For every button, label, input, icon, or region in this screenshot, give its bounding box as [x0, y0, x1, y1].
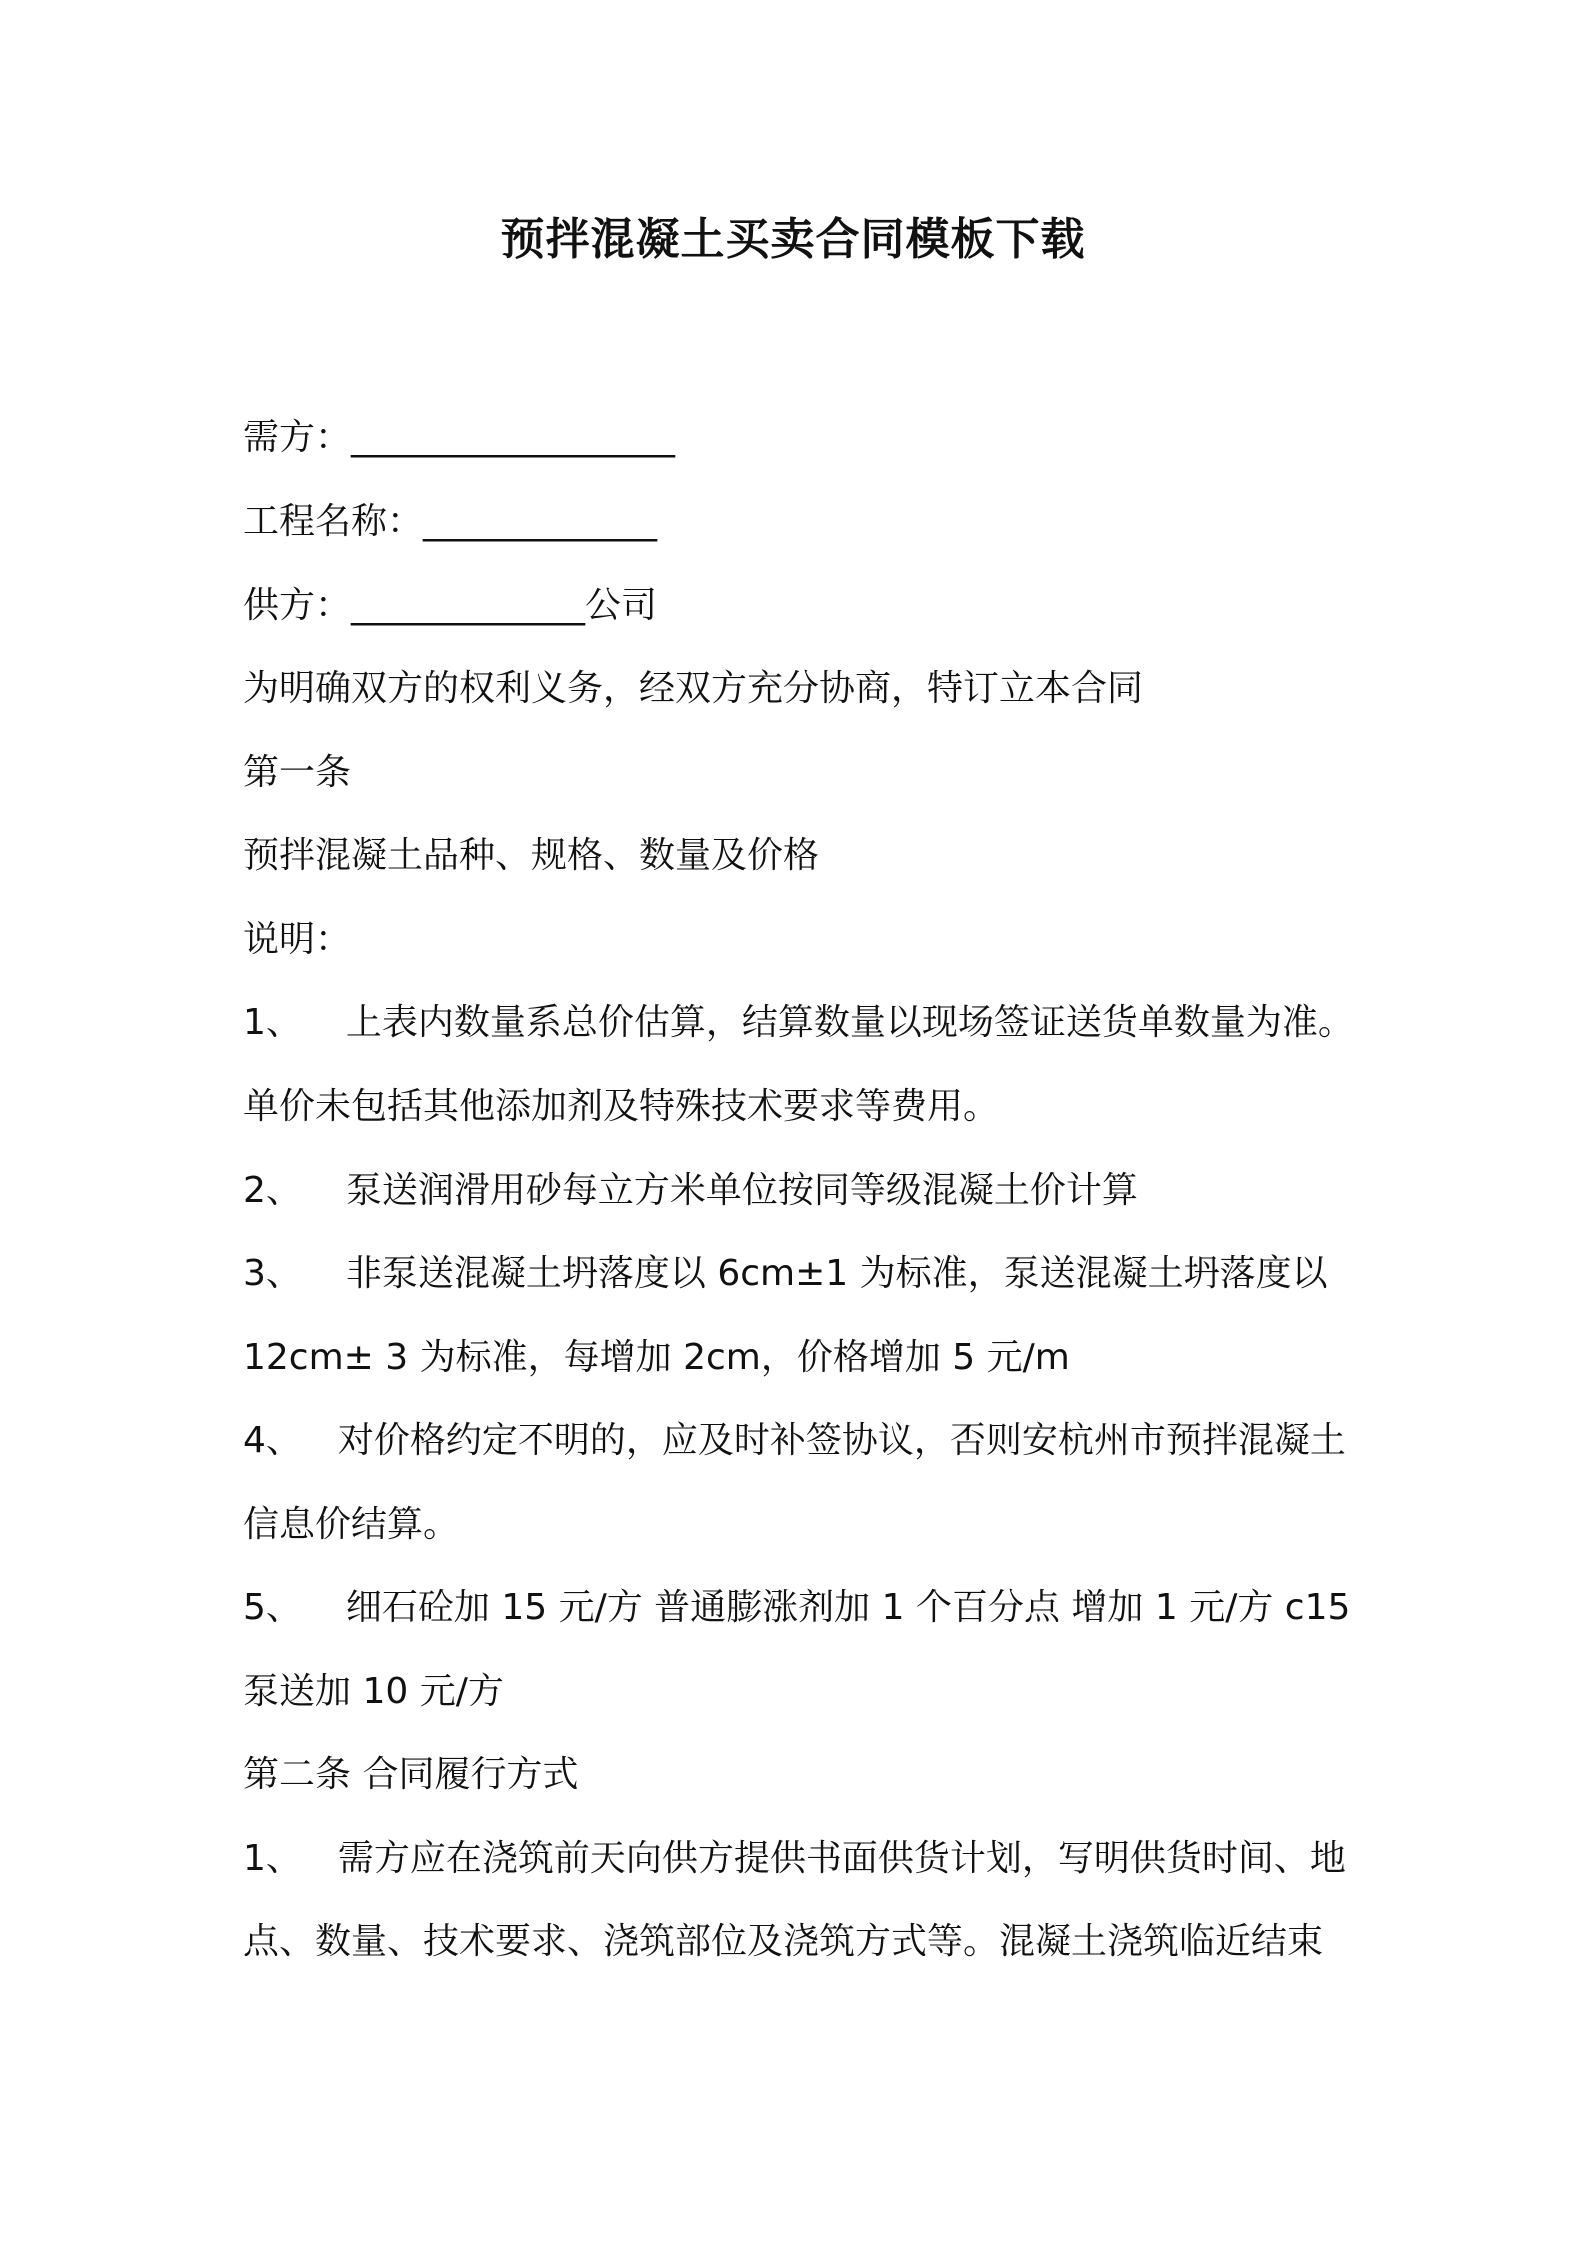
item-text: 需方应在浇筑前天向供方提供书面供货计划，写明供货时间、地 [337, 1838, 1346, 1879]
article1-item1-line2: 单价未包括其他添加剂及特殊技术要求等费用。 [243, 1086, 1000, 1127]
article2-item1-line1 [243, 1834, 1346, 1884]
item-text: 泵送润滑用砂每立方米单位按同等级混凝土价计算 [345, 1170, 1138, 1211]
item-text: 细石砼加 15 元/方 普通膨涨剂加 1 个百分点 增加 1 元/方 c15 [345, 1587, 1351, 1628]
article2-item1-line2: 点、数量、技术要求、浇筑部位及浇筑方式等。混凝土浇筑临近结束 [243, 1921, 1324, 1962]
article1-item4-line2: 信息价结算。 [243, 1504, 460, 1545]
item-number: 3、 [243, 1253, 302, 1294]
article1-item3-line2: 12cm± 3 为标准，每增加 2cm，价格增加 5 元/m [243, 1337, 1070, 1378]
buyer-field: 需方：__________________ [243, 417, 676, 458]
item-number: 1、 [243, 1838, 302, 1879]
article1-item2-line1 [243, 1166, 1138, 1216]
article1-note-label: 说明： [243, 919, 352, 960]
article1-item4-line1 [243, 1416, 1346, 1466]
intro-paragraph: 为明确双方的权利义务，经双方充分协商，特订立本合同 [243, 668, 1144, 709]
article1-heading: 第一条 [243, 752, 352, 793]
article1-item1-line1 [243, 998, 1354, 1048]
item-text: 上表内数量系总价估算，结算数量以现场签证送货单数量为准。 [345, 1002, 1354, 1043]
item-text: 非泵送混凝土坍落度以 6cm±1 为标准，泵送混凝土坍落度以 [345, 1253, 1328, 1294]
article1-subject: 预拌混凝土品种、规格、数量及价格 [243, 835, 820, 876]
project-name-field: 工程名称：_____________ [243, 501, 658, 542]
item-text: 对价格约定不明的，应及时补签协议，否则安杭州市预拌混凝土 [337, 1420, 1346, 1461]
item-number: 2、 [243, 1170, 302, 1211]
supplier-field: 供方：_____________公司 [243, 585, 658, 626]
article1-item5-line1 [243, 1583, 1350, 1633]
document-title: 预拌混凝土买卖合同模板下载 [500, 214, 1086, 265]
article2-heading: 第二条 合同履行方式 [243, 1754, 579, 1795]
article1-item3-line1 [243, 1249, 1328, 1299]
article1-item5-line2: 泵送加 10 元/方 [243, 1671, 504, 1712]
item-number: 4、 [243, 1420, 302, 1461]
item-number: 1、 [243, 1002, 302, 1043]
item-number: 5、 [243, 1587, 302, 1628]
